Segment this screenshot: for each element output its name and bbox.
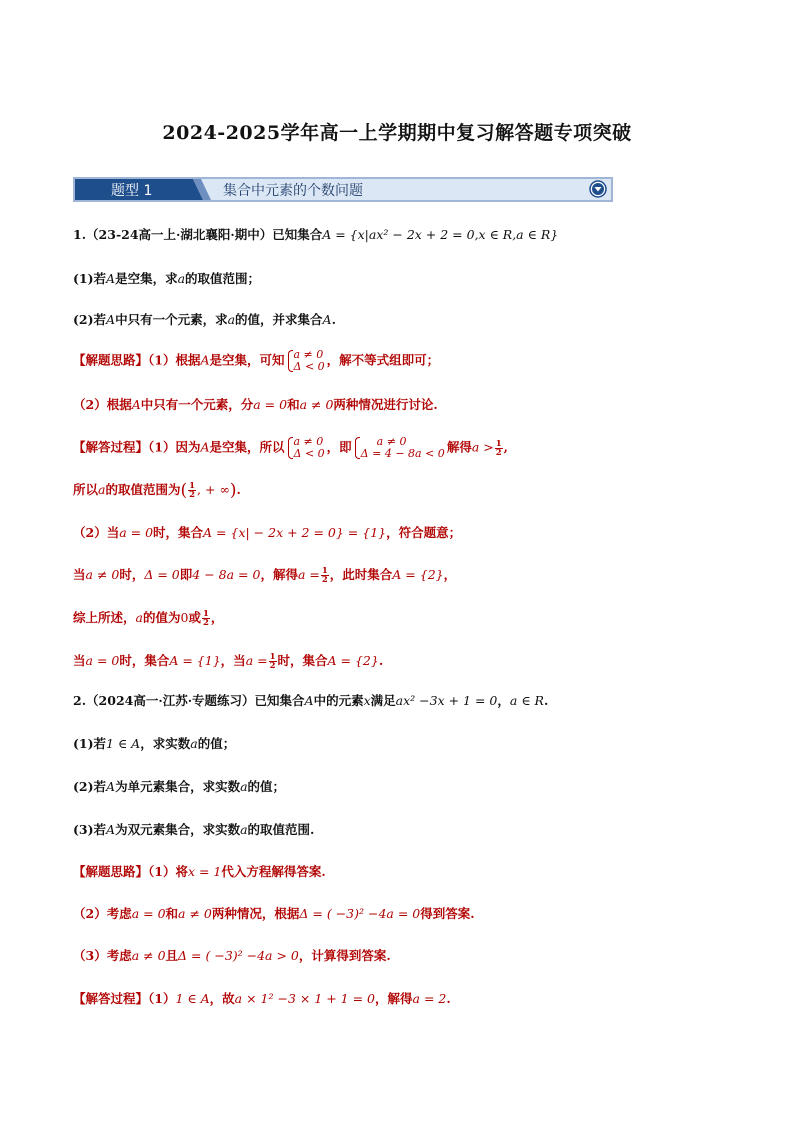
q1-idea-1: 【解题思路】（1）根据A是空集，可知 a ≠ 0 Δ < 0 ，解不等式组即可； <box>73 348 440 373</box>
q1-idea-2: （2）根据A中只有一个元素，分a = 0和a ≠ 0两种情况进行讨论. <box>73 397 438 412</box>
q1-process-1: 【解答过程】（1）因为A是空集，所以 a ≠ 0 Δ < 0 ，即 a ≠ 0 Δ = 4 − 8a < 0 解得a > $\frac{1}{2}$ , <box>73 435 509 460</box>
q1-part1: (1)若A是空集，求a的取值范围； <box>73 271 261 286</box>
q1-case-a-nonzero: 当a ≠ 0时，Δ = 0即4 − 8a = 0，解得a = $\frac{1}{2}$ ，此时集合A = {2}， <box>73 566 457 585</box>
q2-part1: (1)若1 ∈ A，求实数a的值； <box>73 736 236 751</box>
q1-conclusion: 当a = 0时，集合A = {1}，当a = $\frac{1}{2}$ 时，集合A = {2}. <box>73 652 384 671</box>
q2-part3: (3)若A为双元素集合，求实数a的取值范围. <box>73 822 315 837</box>
q1-part2: (2)若A中只有一个元素，求a的值，并求集合A. <box>73 312 336 327</box>
fraction: $\frac{1}{2}$ <box>189 481 196 500</box>
section-title: 集合中元素的个数问题 <box>223 183 363 199</box>
q1-range: 所以a的取值范围为( $\frac{1}{2}$ , + ∞). <box>73 480 241 501</box>
page-title: 2024-2025学年高一上学期期中复习解答题专项突破 <box>162 122 632 144</box>
q2-idea-2: （2）考虑a = 0和a ≠ 0两种情况，根据Δ = ( −3)² −4a = 0得到答案. <box>73 906 475 921</box>
chevron-down-circle-icon[interactable] <box>589 180 607 198</box>
q1-case-a0: （2）当a = 0时，集合A = {x| − 2x + 2 = 0} = {1}，符合题意； <box>73 525 462 540</box>
q2-idea-3: （3）考虑a ≠ 0且Δ = ( −3)² −4a > 0，计算得到答案. <box>73 948 391 963</box>
q2-process-1: 【解答过程】（1）1 ∈ A，故a × 1² −3 × 1 + 1 = 0，解得a = 2. <box>73 991 451 1006</box>
fraction: $\frac{1}{2}$ <box>269 652 276 671</box>
section-banner[interactable] <box>73 177 613 202</box>
case-system: a ≠ 0 Δ < 0 <box>287 349 325 373</box>
q2-stem: 2.（2024高一·江苏·专题练习）已知集合A中的元素x满足ax² −3x + 1 = 0，a ∈ R. <box>73 693 549 708</box>
q2-idea-1: 【解题思路】（1）将x = 1代入方程解得答案. <box>73 864 326 879</box>
q1-summary: 综上所述，a的值为0或 $\frac{1}{2}$ ， <box>73 609 224 628</box>
section-tag: 题型 1 <box>111 183 153 199</box>
fraction: $\frac{1}{2}$ <box>321 566 328 585</box>
fraction: $\frac{1}{2}$ <box>495 438 502 458</box>
q2-part2: (2)若A为单元素集合，求实数a的值； <box>73 779 286 794</box>
q1-stem: 1.（23-24高一上·湖北襄阳·期中）已知集合A = {x|ax² − 2x + 2 = 0,x ∈ R,a ∈ R} <box>73 227 559 242</box>
case-system: a ≠ 0 Δ = 4 − 8a < 0 <box>354 436 445 460</box>
case-system: a ≠ 0 Δ < 0 <box>287 436 325 460</box>
fraction: $\frac{1}{2}$ <box>202 609 209 628</box>
